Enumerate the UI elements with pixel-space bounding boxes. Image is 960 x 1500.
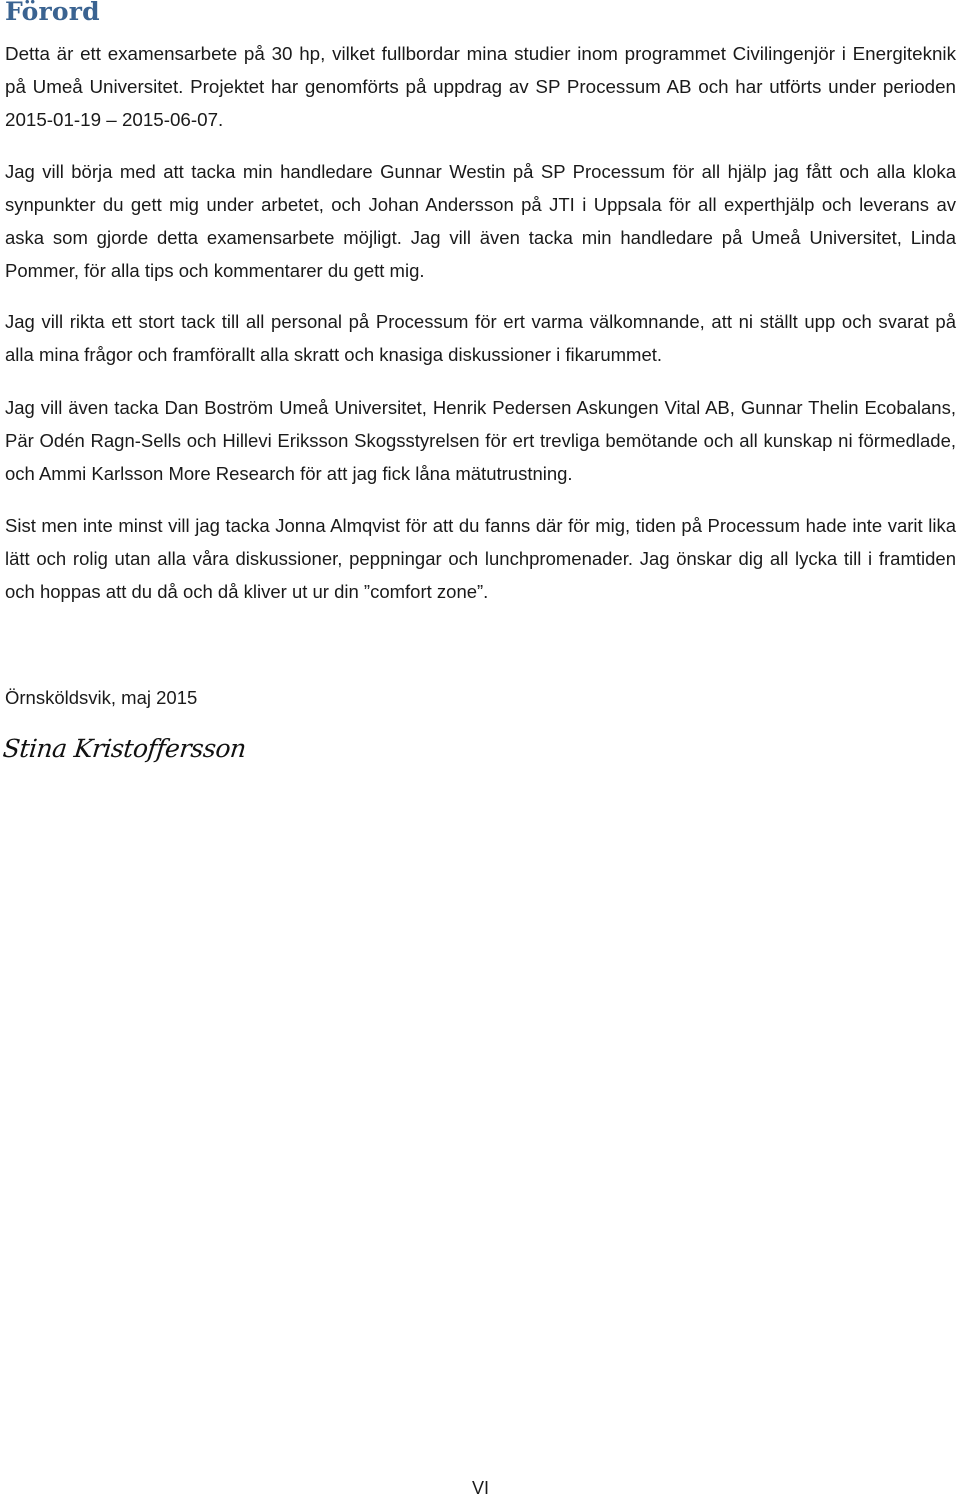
paragraph-supervisors: Jag vill börja med att tacka min handledare Gunnar Westin på SP Processum för all hjälp jag fått och alla kloka synpunkter du gett mig under arbetet, och Johan Andersson på JTI i Uppsala för all experthjälp och leverans av aska som gjorde detta examensarbete möjligt. Jag vill även tacka min handledare på Umeå Universitet, Linda Pommer, för alla tips och kommentarer du gett mig.: [5, 161, 956, 281]
page-number: VI: [472, 1478, 490, 1498]
page-title: Förord: [5, 0, 100, 26]
document-page: [1, 0, 956, 1500]
paragraph-intro: Detta är ett examensarbete på 30 hp, vilket fullbordar mina studier inom programmet Civilingenjör i Energiteknik på Umeå Universitet. Projektet har genomförts på uppdrag av SP Processum AB och har utförts under perioden 2015-01-19 – 2015-06-07.: [5, 43, 956, 130]
place-date: Örnsköldsvik, maj 2015: [5, 687, 198, 708]
paragraph-contacts: Jag vill även tacka Dan Boström Umeå Universitet, Henrik Pedersen Askungen Vital AB, Gunnar Thelin Ecobalans, Pär Odén Ragn-Sells och Hillevi Eriksson Skogsstyrelsen för ert trevliga bemötande och all kunskap ni förmedlade, och Ammi Karlsson More Research för att jag fick låna mätutrustning.: [5, 397, 956, 484]
paragraph-personal: Sist men inte minst vill jag tacka Jonna Almqvist för att du fanns där för mig, tiden på Processum hade inte varit lika lätt och rolig utan alla våra diskussioner, peppningar och lunchpromenader. Jag önskar dig all lycka till i framtiden och hoppas att du då och då kliver ut ur din ”comfort zone”.: [5, 515, 956, 602]
paragraph-staff: Jag vill rikta ett stort tack till all personal på Processum för ert varma välkomnande, att ni ställt upp och svarat på alla mina frågor och framförallt alla skratt och knasiga diskussioner i fikarummet.: [5, 311, 956, 365]
signature: Stina Kristoffersson: [1, 734, 248, 763]
